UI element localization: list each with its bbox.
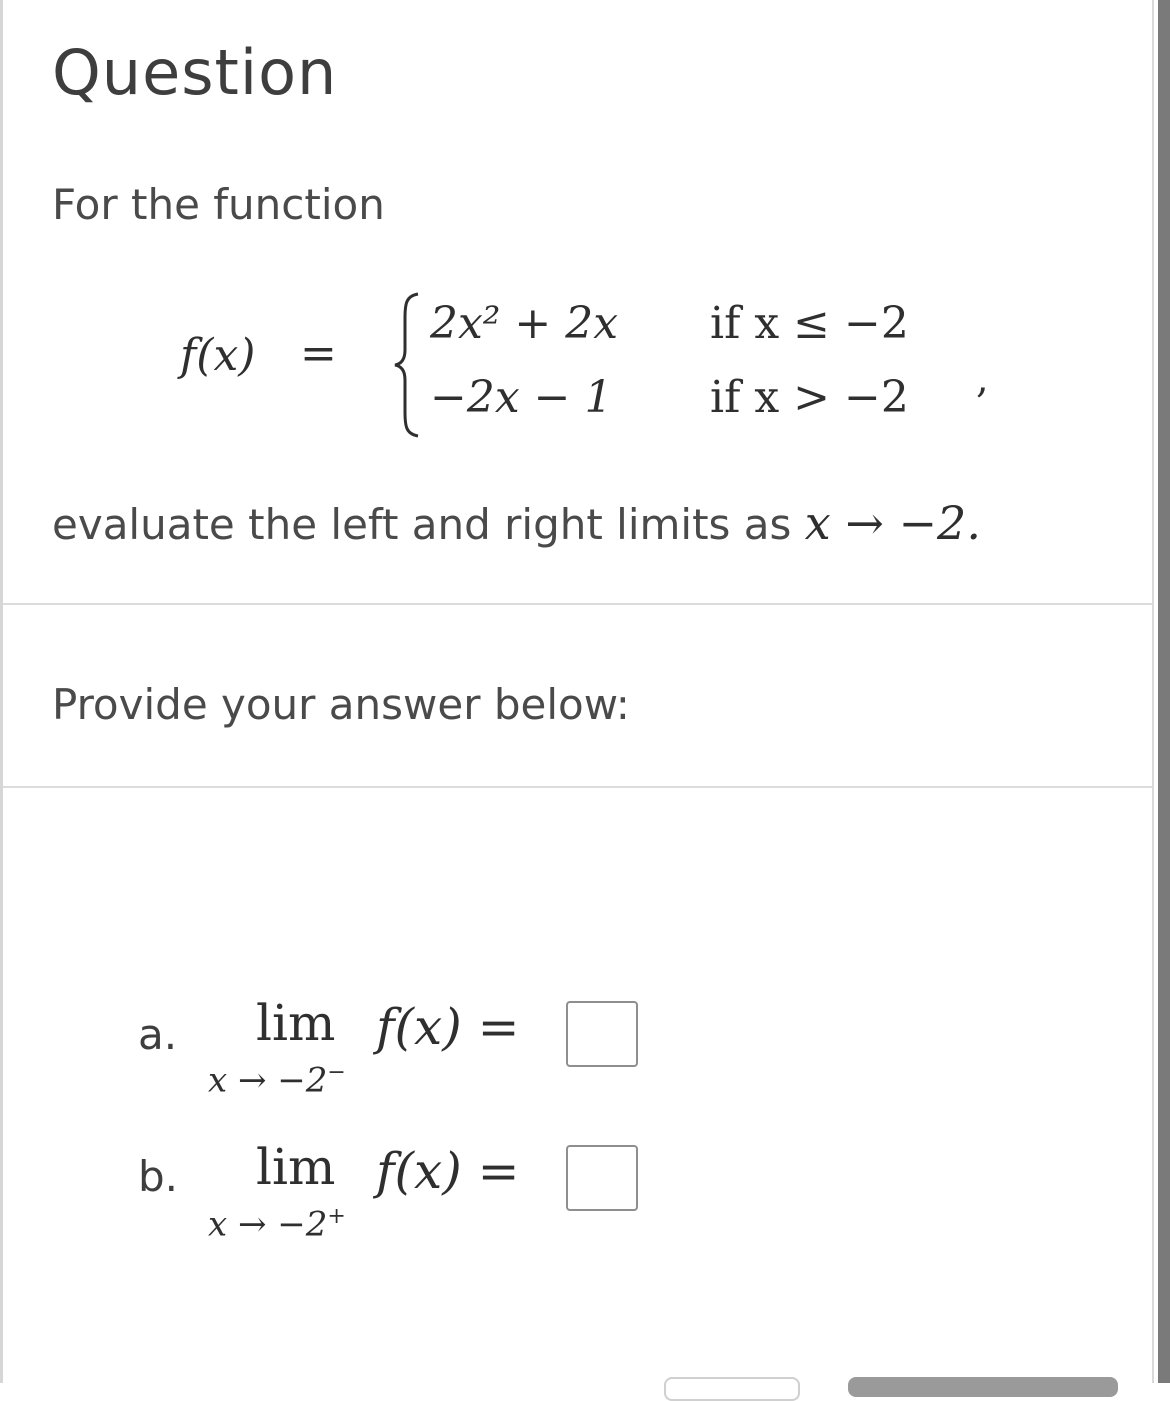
question-title: Question (52, 36, 338, 109)
left-brace-icon (392, 290, 422, 440)
lim-expression: f(x) = (376, 998, 520, 1056)
function-lhs: f(x) (180, 330, 256, 381)
evaluate-instruction (52, 496, 981, 550)
evaluate-text: evaluate the left and right limits as (52, 500, 792, 549)
case-1-expression: 2x² + 2x (430, 298, 619, 349)
primary-button[interactable] (848, 1377, 1118, 1397)
lim-expression: f(x) = (376, 1142, 520, 1200)
item-label: b. (138, 1152, 179, 1201)
right-border (1152, 0, 1154, 1383)
section-divider (3, 603, 1152, 605)
evaluate-math: x → −2. (804, 496, 981, 550)
function-comma: , (976, 356, 989, 402)
answer-input-b[interactable] (566, 1145, 638, 1211)
lim-operator: lim (256, 1138, 336, 1196)
answer-prompt: Provide your answer below: (52, 680, 630, 729)
case-1-condition: if x ≤ −2 (710, 298, 909, 349)
question-intro: For the function (52, 180, 385, 229)
case-2-expression: −2x − 1 (430, 372, 613, 423)
secondary-button[interactable] (664, 1377, 800, 1401)
answer-input-a[interactable] (566, 1001, 638, 1067)
lim-subscript: x → −2+ (208, 1204, 346, 1245)
case-2-condition: if x > −2 (710, 372, 909, 423)
lim-subscript: x → −2− (208, 1060, 346, 1101)
item-label: a. (138, 1010, 178, 1059)
scrollbar[interactable] (1158, 0, 1170, 1383)
function-equals: = (300, 328, 337, 379)
left-border (0, 0, 3, 1383)
section-divider (3, 786, 1152, 788)
lim-operator: lim (256, 994, 336, 1052)
